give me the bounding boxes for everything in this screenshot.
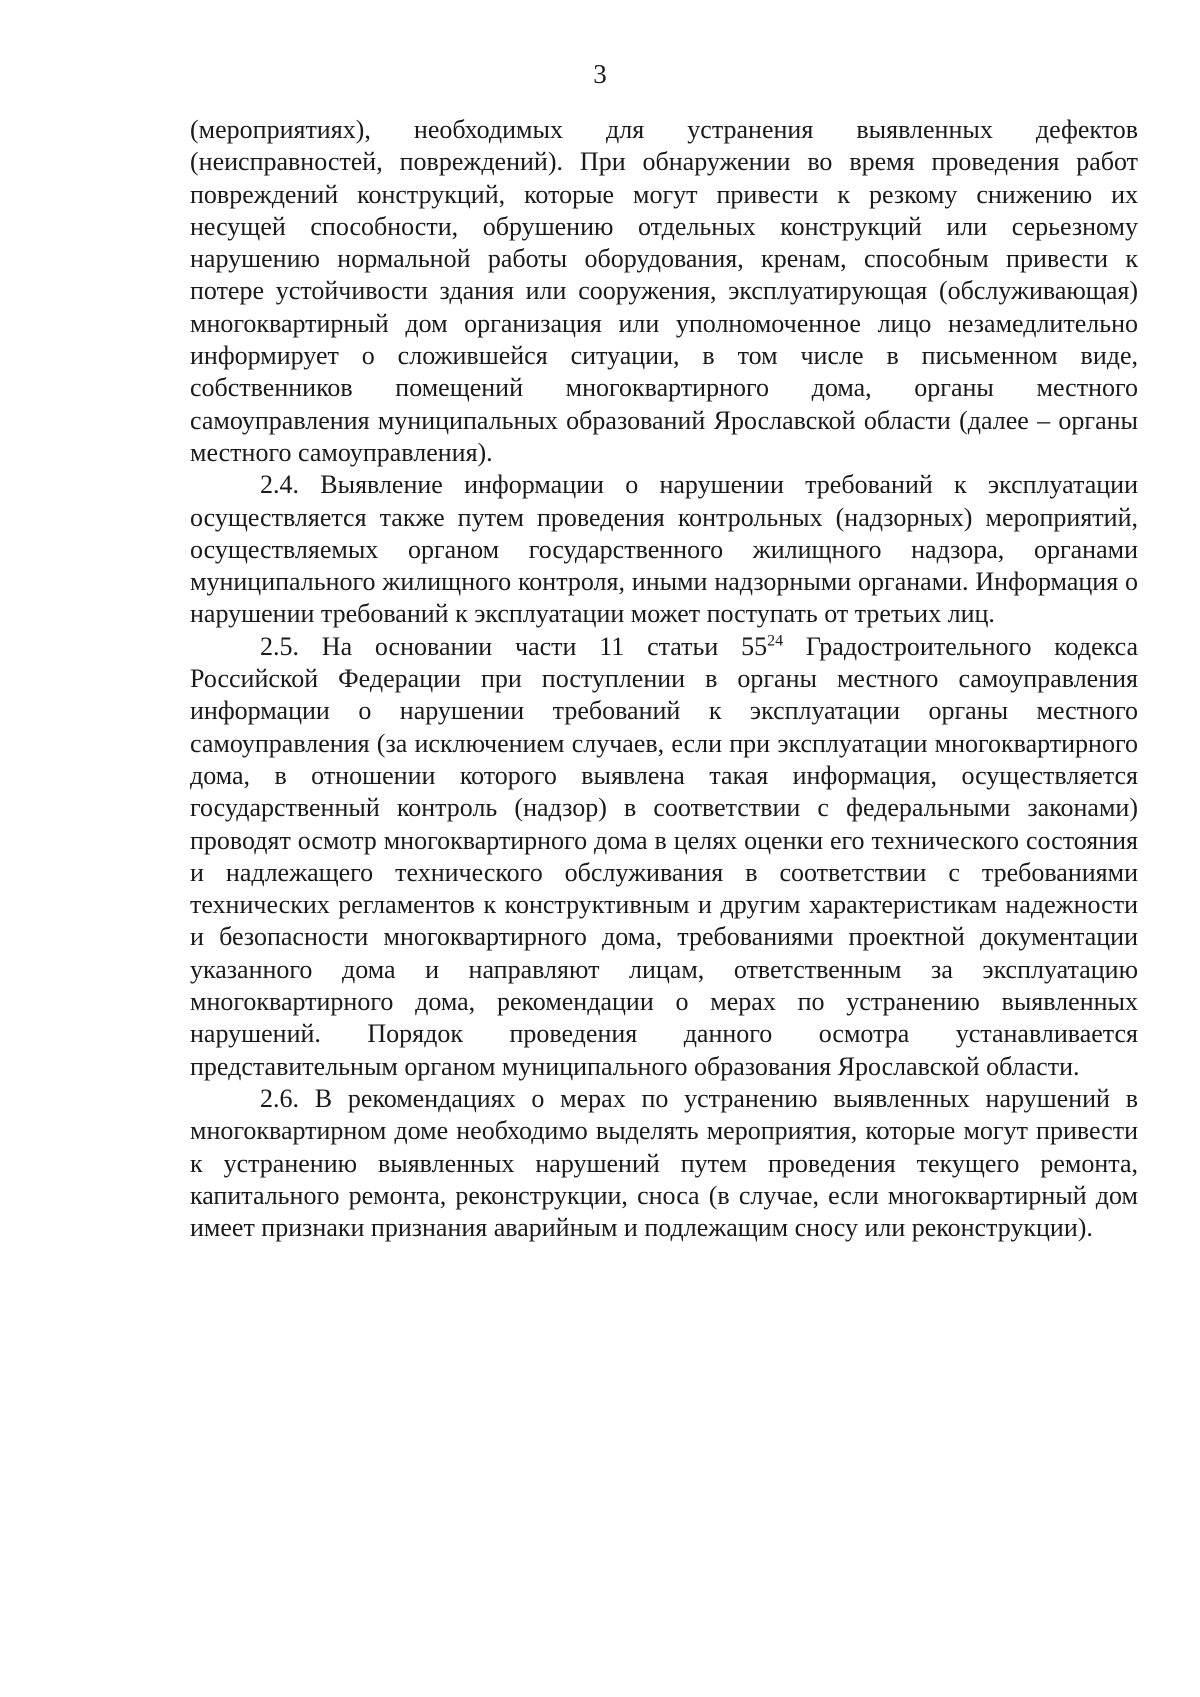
paragraph-2-5-start: 2.5. На основании части 11 статьи 55 [260,631,768,661]
paragraph-2-5-rest: Градостроительного кодекса Российской Федерации при поступлении в органы местного самоуправления информации о нарушении требований к эксплуатации органы местного самоуправления (за исключением случаев, если при эксплуатации многоквартирного дома, в отношении которого выявлена такая информация, осуществляется государственный контроль (надзор) в соответствии с федеральными законами) проводят осмотр многоквартирного дома в целях оценки его технического состояния и надлежащего технического обслуживания в соответствии с требованиями технических регламентов к конструктивным и другим характеристикам надежности и безопасности многоквартирного дома, требованиями проектной документации указанного дома и направляют лицам, ответственным за эксплуатацию многоквартирного дома, рекомендации о мерах по устранению выявленных нарушений. Порядок проведения данного осмотра устанавливается представительным органом муниципального образования Ярославской области. [190,631,1139,1081]
paragraph-continuation: (мероприятиях), необходимых для устранения выявленных дефектов (неисправностей, повреждений). При обнаружении во время проведения работ повреждений конструкций, которые могут привести к резкому снижению их несущей способности, обрушению отдельных конструкций или серьезному нарушению нормальной работы оборудования, кренам, способным привести к потере устойчивости здания или сооружения, эксплуатирующая (обслуживающая) многоквартирный дом организация или уполномоченное лицо незамедлительно информирует о сложившейся ситуации, в том числе в письменном виде, собственников помещений многоквартирного дома, органы местного самоуправления муниципальных образований Ярославской области (далее – органы местного самоуправления). [190,115,1138,467]
document-body [190,114,1138,1244]
page-number: 3 [593,59,607,89]
paragraph-2-5 [190,631,1138,1083]
paragraph-2-6: 2.6. В рекомендациях о мерах по устранению выявленных нарушений в многоквартирном доме необходимо выделять мероприятия, которые могут привести к устранению выявленных нарушений путем проведения текущего ремонта, капитального ремонта, реконструкции, сноса (в случае, если многоквартирный дом имеет признаки признания аварийным и подлежащим сносу или реконструкции). [190,1083,1138,1243]
paragraph-2-4: 2.4. Выявление информации о нарушении требований к эксплуатации осуществляется также путем проведения контрольных (надзорных) мероприятий, осуществляемых органом государственного жилищного надзора, органами муниципального жилищного контроля, иными надзорными органами. Информация о нарушении требований к эксплуатации может поступать от третьих лиц. [190,470,1138,629]
article-superscript: 24 [767,632,784,650]
